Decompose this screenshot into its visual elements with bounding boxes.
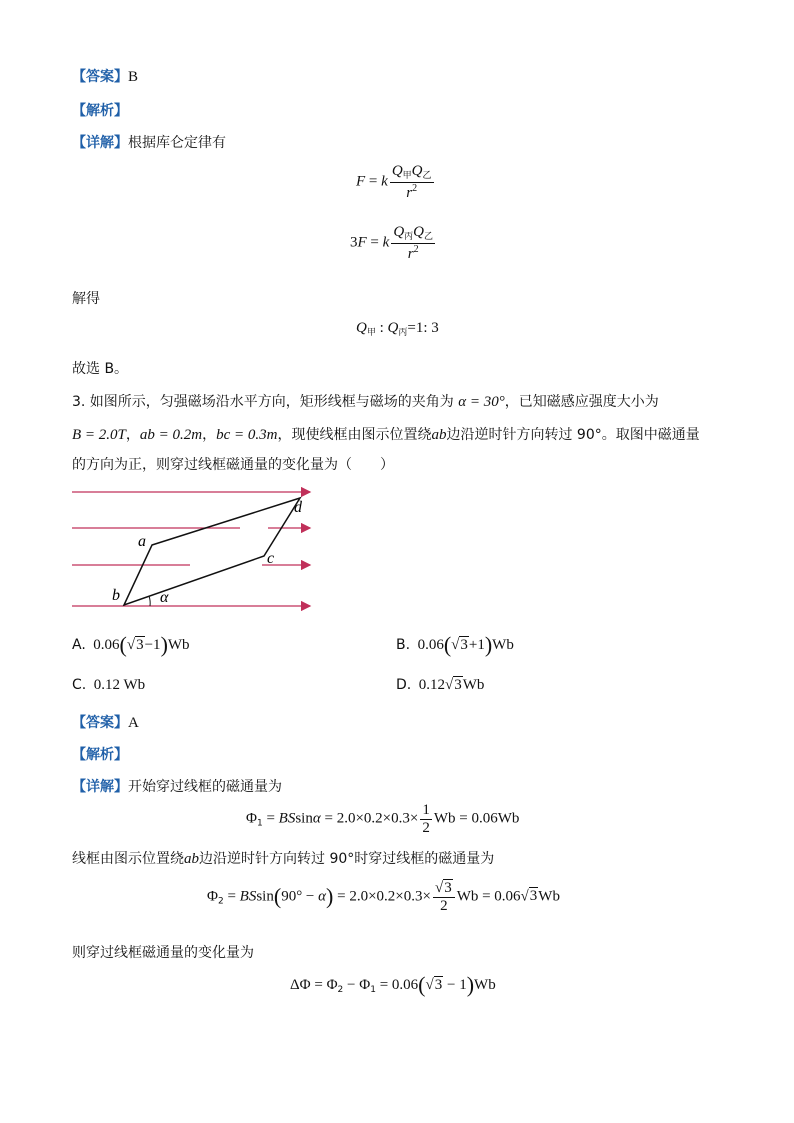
flux-equation-1: $\Phi_1 = BSsin\alpha = 2.0\times 0.2\times 0.3\times$ $\frac{1}{2}$ Wb = 0.06Wb xyxy=(246,802,520,836)
answer-value: B xyxy=(128,69,139,85)
option-b-inner: +1 xyxy=(468,637,485,653)
option-a-label: A. xyxy=(72,637,86,653)
flux-equation-2: $\Phi_2 = BSsin(90^\circ - \alpha) = 2.0\times 0.2\times 0.3\times$ $\frac{√3}{2}$ Wb = 0.06√3Wb xyxy=(207,880,560,914)
option-b-label: B. xyxy=(396,637,411,653)
rotate-post: 边沿逆时针方向转过 90°时穿过线框的磁通量为 xyxy=(199,851,495,867)
detail-text-q3: 开始穿过线框的磁通量为 xyxy=(128,779,282,795)
option-b-sqrt: 3 xyxy=(460,637,468,653)
label-b: b xyxy=(112,587,120,604)
analysis-tag-q3: 【解析】 xyxy=(72,747,128,763)
angle-arc xyxy=(149,596,150,606)
question-3-line-3: 的方向为正，则穿过线框磁通量的变化量为（ ） xyxy=(72,457,394,473)
option-c[interactable] xyxy=(72,677,145,694)
analysis-tag: 【解析】 xyxy=(72,103,128,119)
option-a-unit: Wb xyxy=(167,637,190,653)
charge-ratio: $Q_甲$ : $Q_丙=1$: 3 xyxy=(356,320,439,338)
label-c: c xyxy=(267,550,275,567)
option-c-label: C. xyxy=(72,677,87,693)
field-frame-figure xyxy=(66,480,326,620)
label-d: d xyxy=(294,499,302,516)
q3-ab: ab xyxy=(431,427,447,443)
q3-line1-tail: ，已知磁感应强度大小为 xyxy=(504,394,659,410)
rotate-pre: 线框由图示位置绕 xyxy=(72,851,184,867)
detail-text: 根据库仑定律有 xyxy=(128,135,226,151)
change-text: 则穿过线框磁通量的变化量为 xyxy=(72,945,254,961)
question-3-line-2: B = 2.0T，ab = 0.2m，bc = 0.3m，现使线框由图示位置绕ab边沿逆时针方向转过 90°。取图中磁通量 xyxy=(72,427,700,443)
question-3-line-1 xyxy=(72,391,659,411)
detail-line-q2 xyxy=(72,132,226,152)
detail-line-q3 xyxy=(72,776,282,796)
rotate-line xyxy=(72,848,494,868)
q3-line2-text: ，现使线框由图示位置绕 xyxy=(277,427,432,443)
detail-tag-q3: 【详解】 xyxy=(72,779,128,795)
coulomb-equation-1: F = k $\frac{Q_甲Q_乙}{r^2}$ xyxy=(356,163,432,201)
alpha-value: α = 30° xyxy=(458,394,505,410)
q3-line1-text: 3. 如图所示，匀强磁场沿水平方向，矩形线框与磁场的夹角为 xyxy=(72,394,454,410)
rotate-ab: ab xyxy=(184,851,199,867)
flux-change-equation: $\Delta\Phi = \Phi_2 - \Phi_1 = 0.06(√3 - 1)Wb$ xyxy=(290,972,496,997)
option-a-inner: −1 xyxy=(144,637,161,653)
option-c-value: 0.12 Wb xyxy=(93,677,146,693)
conclusion-q2: 故选 B。 xyxy=(72,361,129,377)
ab-length: ab = 0.2m xyxy=(139,427,203,443)
answer-line-q3 xyxy=(72,712,139,732)
answer-tag: 【答案】 xyxy=(72,69,128,85)
coulomb-equation-2: 3F = k $\frac{Q_丙Q_乙}{r^2}$ xyxy=(350,224,434,262)
solve-label: 解得 xyxy=(72,291,100,307)
q3-line2-tail: 边沿逆时针方向转过 90°。取图中磁通量 xyxy=(446,427,700,443)
option-b-coef: 0.06 xyxy=(417,637,444,653)
option-d[interactable]: D. 0.12√3Wb xyxy=(396,677,485,693)
option-a-sqrt: 3 xyxy=(136,637,144,653)
option-a[interactable]: A. 0.06(√3−1)Wb xyxy=(72,632,190,657)
answer-tag-q3: 【答案】 xyxy=(72,715,128,731)
option-d-sqrt: 3 xyxy=(454,677,462,693)
label-alpha: α xyxy=(160,589,169,606)
option-d-coef: 0.12 xyxy=(418,677,445,693)
option-d-unit: Wb xyxy=(462,677,485,693)
field-strength: B = 2.0T xyxy=(72,427,126,443)
bc-length: bc = 0.3m xyxy=(216,427,278,443)
option-d-label: D. xyxy=(396,677,412,693)
option-b[interactable]: B. 0.06(√3+1)Wb xyxy=(396,632,514,657)
answer-value-q3: A xyxy=(128,715,139,731)
answer-line-q2 xyxy=(72,66,138,86)
option-b-unit: Wb xyxy=(492,637,514,653)
label-a: a xyxy=(138,533,146,550)
option-a-coef: 0.06 xyxy=(93,637,120,653)
detail-tag: 【详解】 xyxy=(72,135,128,151)
